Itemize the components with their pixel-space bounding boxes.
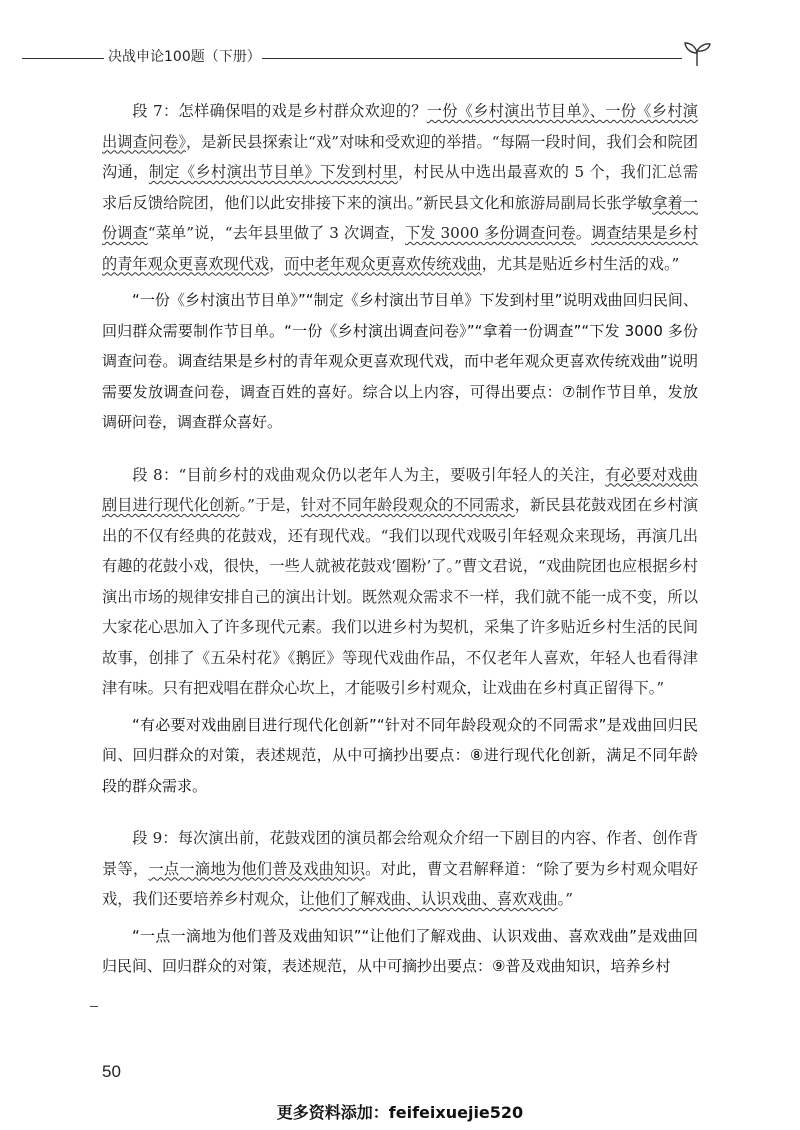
book-title: 决战申论100题（下册）	[108, 49, 261, 65]
highlight: 下发 3000 多份调查问卷	[405, 224, 576, 242]
source-paragraph-8: 段 8：“目前乡村的戏曲观众仍以老年人为主，要吸引年轻人的关注，有必要对戏曲剧目进行现代化创新。”于是，针对不同年龄段观众的不同需求，新民县花鼓戏团在乡村演出的不仅有经典的花鼓戏，还有现代戏。“我们以现代戏吸引年轻观众来现场，再演几出有趣的花鼓小戏，很快，一些人就被花鼓戏‘圈粉’了。”曹文君说，“戏曲院团也应根据乡村演出市场的规律安排自己的演出计划。既然观众需求不一样，我们就不能一成不变，所以大家花心思加入了许多现代元素。我们以进乡村为契机，采集了许多贴近乡村生活的民间故事，创排了《五朵村花》《鹅匠》等现代戏曲作品，不仅老年人喜欢，年轻人也看得津津有味。只有把戏唱在群众心坎上，才能吸引乡村观众，让戏曲在乡村真正留得下。”	[102, 465, 699, 697]
source-paragraph-7: 段 7：怎样确保唱的戏是乡村群众欢迎的？一份《乡村演出节目单》、一份《乡村演出调查问卷》，是新民县探索让“戏”对味和受欢迎的举措。“每隔一段时间，我们会和院团沟通，制定《乡村演出节目单》下发到村里，村民从中选出最喜欢的 5 个，我们汇总需求后反馈给院团，他们以此安排接下来的演出。”新民县文化和旅游局副局长张学敏拿着一份调查“菜单”说，“去年县里做了 3 次调查，下发 3000 多份调查问卷。调查结果是乡村的青年观众更喜欢现代戏，而中老年观众更喜欢传统戏曲，尤其是贴近乡村生活的戏。”	[102, 102, 699, 273]
analysis-paragraph-7: “一份《乡村演出节目单》”“制定《乡村演出节目单》下发到村里”说明戏曲回归民间、回归群众需要制作节目单。“一份《乡村演出调查问卷》”“拿着一份调查”“下发 3000 多份调查问卷。调查结果是乡村的青年观众更喜欢现代戏，而中老年观众更喜欢传统戏曲”说明需要发放调查问卷，调查百姓的喜好。综合以上内容，可得出要点：⑦制作节目单，发放调研问卷，调查群众喜好。	[102, 291, 698, 431]
highlight: 制定《乡村演出节目单》下发到村里	[148, 163, 398, 181]
source-paragraph-9: 段 9：每次演出前，花鼓戏团的演员都会给观众介绍一下剧目的内容、作者、创作背景等，一点一滴地为他们普及戏曲知识。对此，曹文君解释道：“除了要为乡村观众唱好戏，我们还要培养乡村观众，让他们了解戏曲、认识戏曲、喜欢戏曲。”	[102, 829, 699, 908]
highlight: 针对不同年龄段观众的不同需求	[300, 496, 515, 514]
header-rule-left	[22, 58, 104, 59]
highlight: 调查结果是乡村的青年观众更喜欢现代戏	[102, 224, 699, 273]
sprout-icon	[680, 38, 714, 68]
highlight: 一点一滴地为他们普及戏曲知识	[148, 859, 366, 878]
page-number: 50	[102, 1062, 121, 1081]
analysis-paragraph-9: “一点一滴地为他们普及戏曲知识”“让他们了解戏曲、认识戏曲、喜欢戏曲”是戏曲回归民间、回归群众的对策，表述规范，从中可摘抄出要点：⑨普及戏曲知识，培养乡村	[102, 926, 698, 975]
highlight: 而中老年观众更喜欢传统戏曲	[284, 254, 482, 273]
header-rule-right	[262, 58, 682, 59]
highlight: 拿着一份调查	[102, 193, 698, 242]
footer-contact-note: 更多资料添加：feifeixuejie520	[276, 1103, 524, 1122]
margin-mark	[90, 1006, 98, 1007]
page-body	[102, 96, 698, 982]
highlight: 让他们了解戏曲、认识戏曲、喜欢戏曲	[299, 890, 558, 908]
highlight: 一份《乡村演出节目单》、一份《乡村演出调查问卷》	[102, 102, 698, 151]
running-header	[0, 36, 800, 76]
highlight: 有必要对戏曲剧目进行现代化创新	[102, 465, 698, 514]
analysis-paragraph-8: “有必要对戏曲剧目进行现代化创新”“针对不同年龄段观众的不同需求”是戏曲回归民间、回归群众的对策，表述规范，从中可摘抄出要点：⑧进行现代化创新，满足不同年龄段的群众需求。	[102, 715, 698, 795]
